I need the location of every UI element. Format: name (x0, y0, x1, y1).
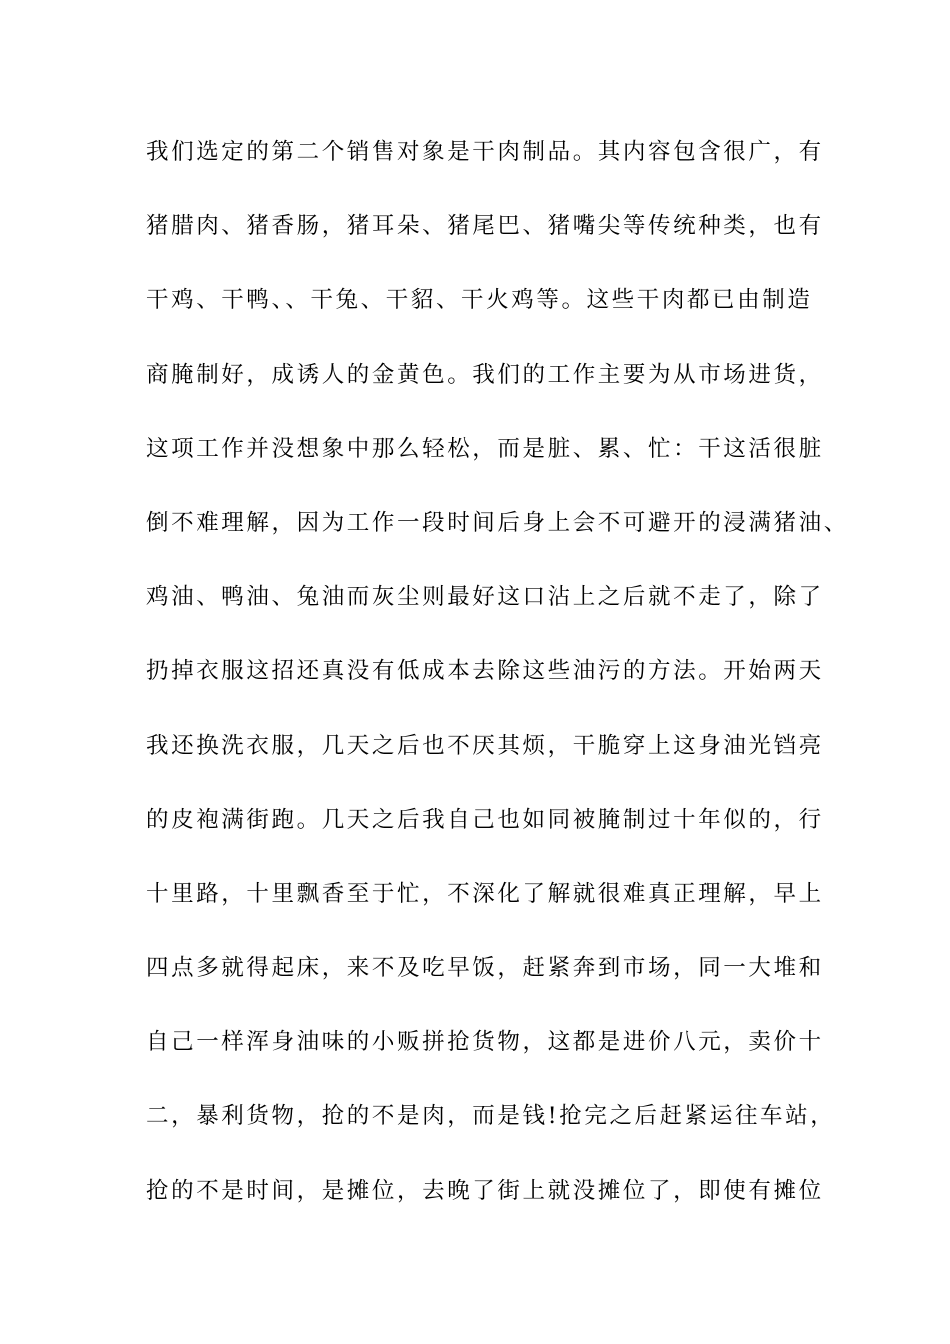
body-paragraph (146, 128, 849, 1241)
text-line-15: 抢的不是时间，是摊位，去晚了街上就没摊位了，即使有摊位 (146, 1177, 824, 1204)
text-line-6: 倒不难理解，因为工作一段时间后身上会不可避开的浸满猪油、 (146, 509, 849, 536)
text-line-3: 干鸡、干鸭、、干兔、干貂、干火鸡等。这些干肉都已由制造 (146, 287, 813, 314)
text-line-7: 鸡油、鸭油、兔油而灰尘则最好这口沾上之后就不走了，除了 (146, 584, 824, 611)
text-line-1: 我们选定的第二个销售对象是干肉制品。其内容包含很广，有 (146, 139, 824, 165)
text-line-9: 我还换洗衣服，几天之后也不厌其烦，干脆穿上这身油光铛亮 (146, 732, 824, 759)
text-line-13: 自己一样浑身油味的小贩拼抢货物，这都是进价八元，卖价十 (146, 1029, 824, 1056)
text-line-12: 四点多就得起床，来不及吃早饭，赶紧奔到市场，同一大堆和 (146, 955, 824, 982)
text-line-8: 扔掉衣服这招还真没有低成本去除这些油污的方法。开始两天 (146, 658, 824, 685)
text-line-10: 的皮袍满街跑。几天之后我自己也如同被腌制过十年似的，行 (146, 806, 824, 833)
text-line-11: 十里路，十里飘香至于忙，不深化了解就很难真正理解，早上 (146, 880, 824, 907)
text-line-4: 商腌制好，成诱人的金黄色。我们的工作主要为从市场进货， (146, 361, 824, 388)
text-line-2: 猪腊肉、猪香肠，猪耳朵、猪尾巴、猪嘴尖等传统种类，也有 (146, 213, 824, 240)
text-line-5: 这项工作并没想象中那么轻松，而是脏、累、忙：干这活很脏 (146, 435, 824, 462)
text-line-14: 二，暴利货物，抢的不是肉，而是钱!抢完之后赶紧运往车站， (146, 1103, 836, 1130)
